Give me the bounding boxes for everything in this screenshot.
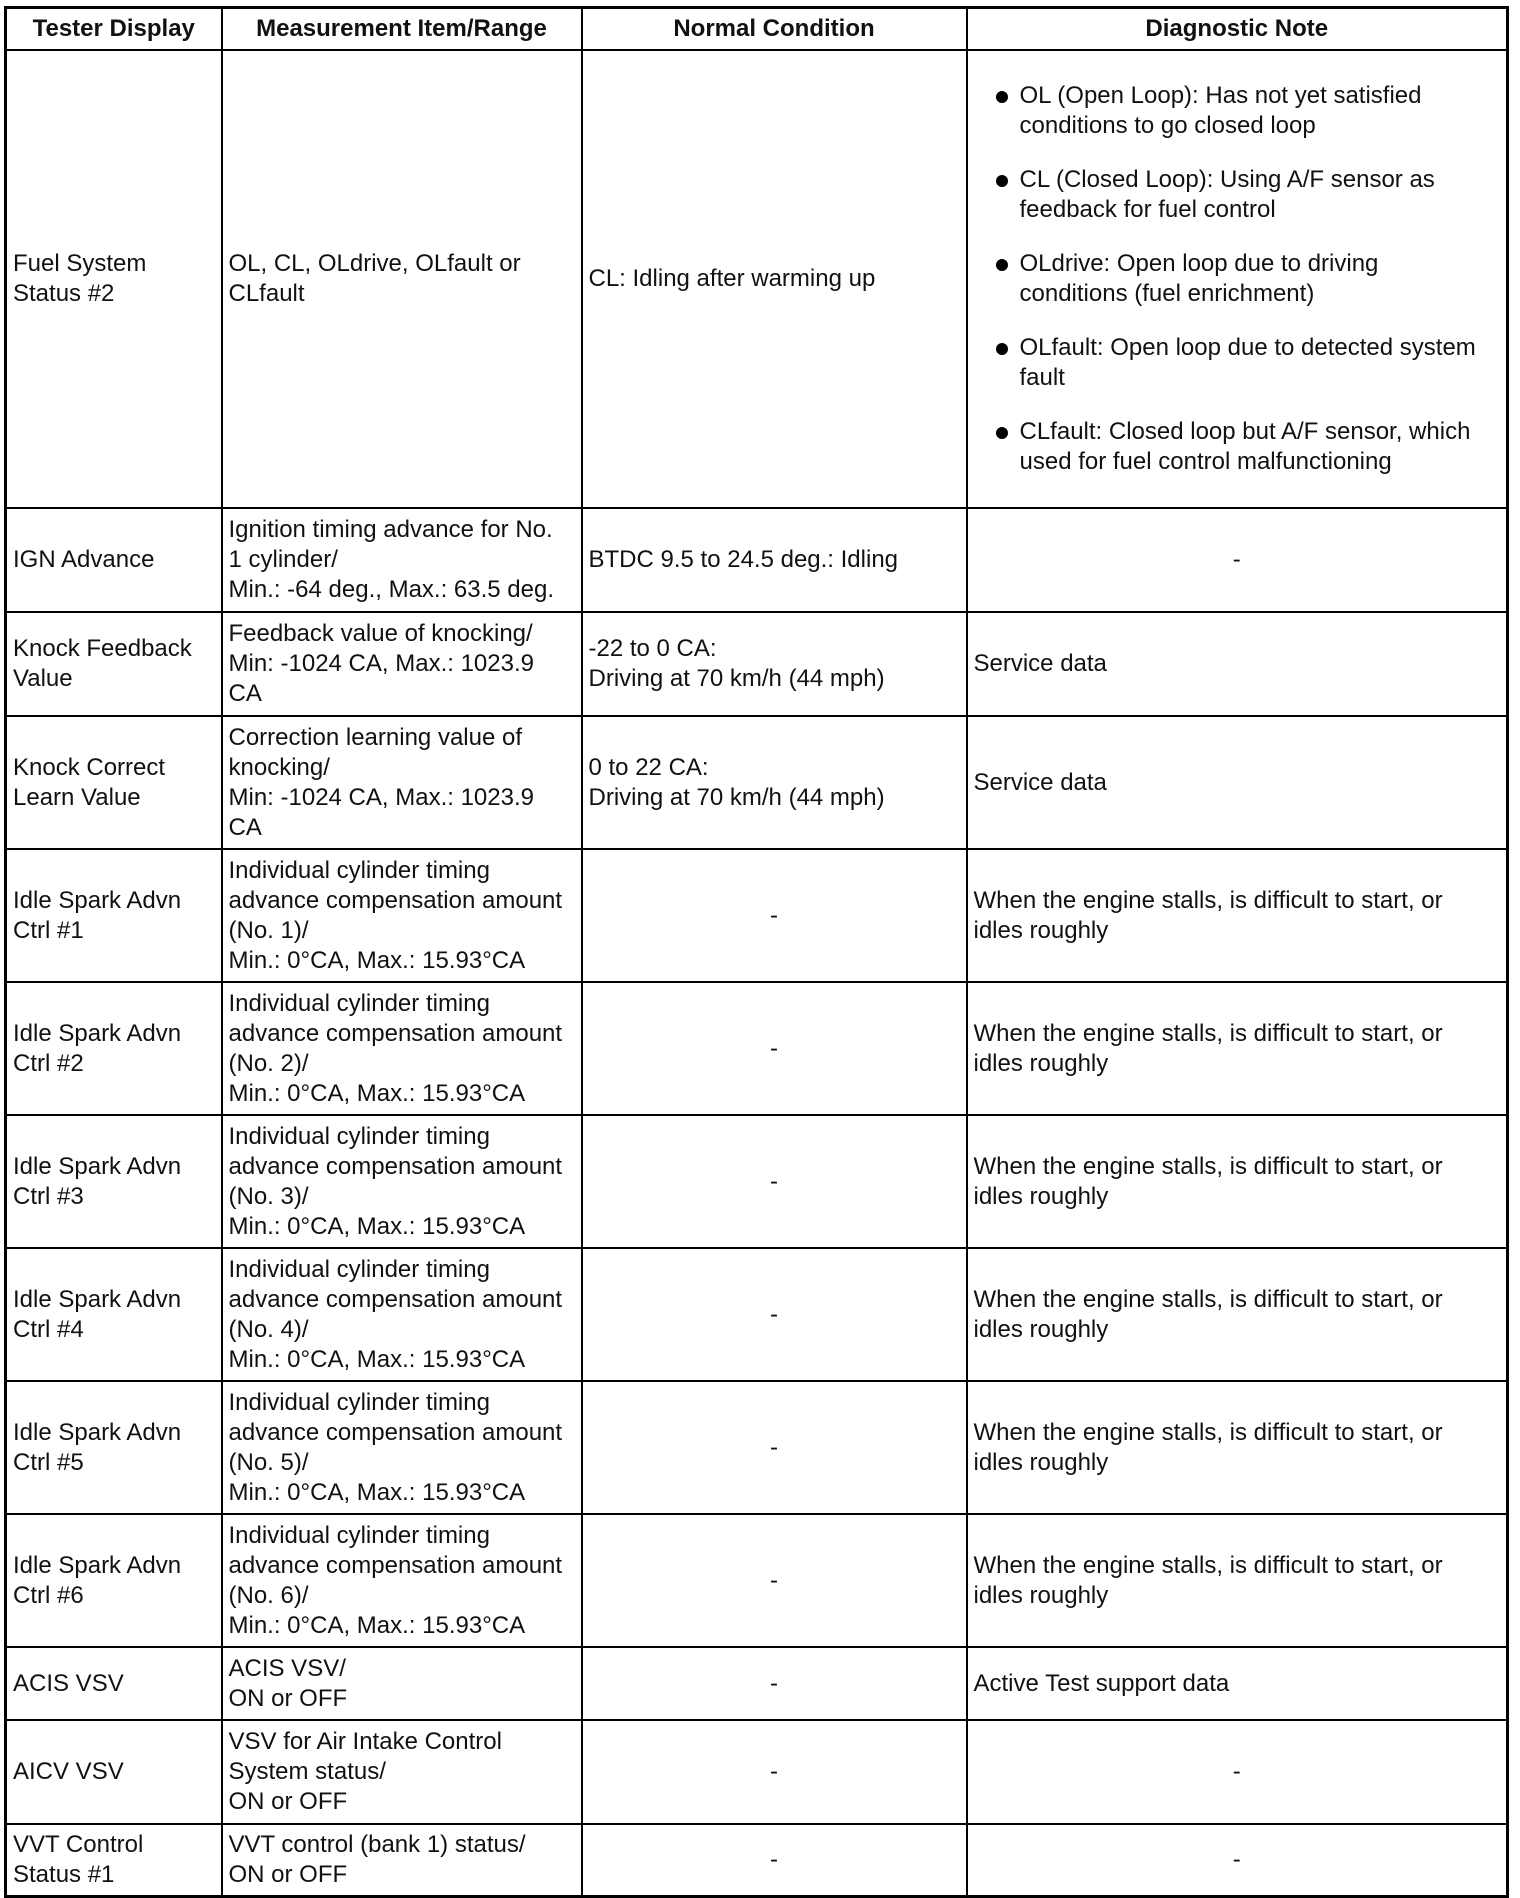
cell-text-line: Ctrl #4 [13, 1315, 84, 1343]
cell-text-line: Driving at 70 km/h (44 mph) [588, 665, 885, 692]
cell-text-line: ON or OFF [228, 1860, 348, 1888]
cell-text-line: Individual cylinder timing [228, 989, 490, 1017]
cell-text-line: ON or OFF [228, 1788, 348, 1815]
cell-diagnostic-note [967, 982, 1508, 1115]
cell-measurement-range [222, 1720, 582, 1824]
table-body [6, 50, 1508, 1896]
cell-normal-condition [582, 1514, 967, 1647]
cell-diagnostic-note [967, 716, 1508, 849]
list-item [974, 249, 1501, 309]
cell-tester-display [6, 1115, 222, 1248]
cell-text-line: Status #2 [13, 280, 115, 307]
cell-text-line: Knock Feedback [13, 635, 192, 662]
cell-text-line: 0 to 22 CA: [588, 753, 709, 781]
cell-text-line: (No. 1)/ [228, 916, 309, 944]
cell-text-line: conditions to go closed loop [1019, 112, 1316, 139]
cell-tester-display [6, 1647, 222, 1720]
cell-text-line: - [770, 1566, 778, 1594]
bullet-icon [996, 259, 1008, 271]
cell-text-line: Learn Value [13, 783, 141, 811]
cell-text-line: Ignition timing advance for No. [228, 516, 553, 543]
list-item [974, 165, 1501, 225]
cell-text-line: When the engine stalls, is difficult to start, or [973, 886, 1443, 914]
cell-tester-display [6, 1720, 222, 1824]
cell-text-line: -22 to 0 CA: [588, 635, 717, 662]
cell-text-line: - [770, 1433, 778, 1461]
cell-normal-condition [582, 508, 967, 612]
cell-diagnostic-note [967, 1514, 1508, 1647]
cell-text-line: OL, CL, OLdrive, OLfault or [228, 250, 521, 277]
cell-text-line: When the engine stalls, is difficult to start, or [973, 1285, 1443, 1313]
list-item [974, 81, 1501, 141]
cell-text-line: CL: Idling after warming up [588, 265, 876, 292]
cell-text-line: Ctrl #1 [13, 916, 84, 944]
cell-text-line: Idle Spark Advn [13, 1152, 182, 1180]
header-row [6, 8, 1508, 51]
cell-tester-display [6, 50, 222, 508]
cell-text-line: - [1232, 1845, 1241, 1873]
cell-text-line: 1 cylinder/ [228, 546, 338, 573]
cell-text-line: - [1232, 1758, 1241, 1785]
cell-diagnostic-note [967, 1381, 1508, 1514]
cell-text-line: (No. 4)/ [228, 1315, 309, 1343]
cell-tester-display [6, 1824, 222, 1896]
header-measurement-item-range: Measurement Item/Range [222, 8, 582, 51]
cell-text-line: OLfault: Open loop due to detected system [1019, 334, 1476, 361]
cell-text-line: - [770, 1669, 778, 1697]
cell-text-line: idles roughly [973, 1049, 1109, 1077]
cell-text-line: Min.: -64 deg., Max.: 63.5 deg. [228, 576, 555, 603]
cell-diagnostic-note [967, 1647, 1508, 1720]
diagnostic-note-list [974, 81, 1501, 477]
cell-text-line: Individual cylinder timing [228, 1388, 490, 1416]
cell-text-line: advance compensation amount [228, 886, 563, 914]
cell-measurement-range [222, 982, 582, 1115]
cell-text-line: idles roughly [973, 916, 1109, 944]
cell-text-line: Service data [973, 650, 1107, 677]
cell-measurement-range [222, 1381, 582, 1514]
table-row [6, 1514, 1508, 1647]
cell-text-line: Ctrl #3 [13, 1182, 84, 1210]
cell-text-line: CLfault [228, 280, 305, 307]
cell-normal-condition [582, 716, 967, 849]
cell-text-line: feedback for fuel control [1019, 196, 1276, 223]
cell-text-line: idles roughly [973, 1581, 1109, 1609]
cell-normal-condition [582, 1824, 967, 1896]
cell-measurement-range [222, 508, 582, 612]
cell-text-line: Service data [973, 768, 1107, 796]
cell-text-line: Ctrl #6 [13, 1581, 84, 1609]
cell-text-line: Correction learning value of [228, 723, 522, 751]
table-row [6, 1115, 1508, 1248]
cell-text-line: (No. 6)/ [228, 1581, 309, 1609]
cell-text-line: (No. 5)/ [228, 1448, 309, 1476]
table-row [6, 1647, 1508, 1720]
table-row [6, 612, 1508, 716]
table-row [6, 1248, 1508, 1381]
cell-text-line: Min.: 0°CA, Max.: 15.93°CA [228, 1478, 526, 1506]
cell-measurement-range [222, 716, 582, 849]
cell-text-line: Idle Spark Advn [13, 1019, 182, 1047]
cell-text-line: fault [1019, 364, 1065, 391]
cell-text-line: Ctrl #2 [13, 1049, 84, 1077]
cell-text-line: - [770, 1034, 778, 1062]
cell-text-line: CA [228, 813, 262, 841]
header-normal-condition: Normal Condition [582, 8, 967, 51]
cell-tester-display [6, 1248, 222, 1381]
cell-text-line: Active Test support data [973, 1669, 1230, 1697]
cell-text-line: Idle Spark Advn [13, 1418, 182, 1446]
cell-text-line: Individual cylinder timing [228, 856, 490, 884]
cell-text-line: VVT Control [13, 1830, 144, 1858]
cell-normal-condition [582, 612, 967, 716]
cell-diagnostic-note [967, 1720, 1508, 1824]
cell-text-line: Value [13, 665, 73, 692]
cell-diagnostic-note [967, 849, 1508, 982]
cell-text-line: conditions (fuel enrichment) [1019, 280, 1315, 307]
cell-measurement-range [222, 612, 582, 716]
cell-text-line: Individual cylinder timing [228, 1255, 490, 1283]
cell-normal-condition [582, 1381, 967, 1514]
cell-text-line: When the engine stalls, is difficult to start, or [973, 1418, 1443, 1446]
cell-text-line: advance compensation amount [228, 1551, 563, 1579]
cell-text-line: - [770, 1167, 778, 1195]
cell-tester-display [6, 716, 222, 849]
bullet-icon [996, 427, 1008, 439]
cell-text-line: advance compensation amount [228, 1418, 563, 1446]
cell-text-line: VSV for Air Intake Control [228, 1728, 502, 1755]
cell-measurement-range [222, 1824, 582, 1896]
cell-text-line: Knock Correct [13, 753, 166, 781]
cell-text-line: Min.: 0°CA, Max.: 15.93°CA [228, 1345, 526, 1373]
cell-text-line: Min: -1024 CA, Max.: 1023.9 [228, 783, 534, 811]
cell-text-line: Feedback value of knocking/ [228, 620, 533, 647]
cell-normal-condition [582, 849, 967, 982]
cell-text-line: used for fuel control malfunctioning [1019, 448, 1392, 475]
table-row [6, 849, 1508, 982]
cell-tester-display [6, 1381, 222, 1514]
cell-text-line: OLdrive: Open loop due to driving [1019, 250, 1379, 277]
cell-text-line: - [770, 1845, 778, 1873]
cell-text-line: Idle Spark Advn [13, 1285, 182, 1313]
cell-text-line: IGN Advance [13, 546, 155, 573]
cell-text-line: knocking/ [228, 753, 330, 781]
cell-text-line: advance compensation amount [228, 1285, 563, 1313]
cell-text-line: Min.: 0°CA, Max.: 15.93°CA [228, 946, 526, 974]
cell-tester-display [6, 849, 222, 982]
bullet-icon [996, 91, 1008, 103]
cell-tester-display [6, 508, 222, 612]
cell-text-line: Min.: 0°CA, Max.: 15.93°CA [228, 1611, 526, 1639]
cell-text-line: - [1232, 546, 1241, 573]
cell-text-line: Idle Spark Advn [13, 1551, 182, 1579]
cell-measurement-range [222, 1514, 582, 1647]
cell-text-line: advance compensation amount [228, 1019, 563, 1047]
cell-text-line: Min.: 0°CA, Max.: 15.93°CA [228, 1212, 526, 1240]
cell-diagnostic-note [967, 1824, 1508, 1896]
cell-text-line: idles roughly [973, 1315, 1109, 1343]
cell-text-line: When the engine stalls, is difficult to start, or [973, 1152, 1443, 1180]
cell-text-line: OL (Open Loop): Has not yet satisfied [1019, 82, 1422, 109]
cell-normal-condition [582, 1248, 967, 1381]
cell-measurement-range [222, 1115, 582, 1248]
cell-text-line: idles roughly [973, 1448, 1109, 1476]
cell-text-line: When the engine stalls, is difficult to start, or [973, 1019, 1443, 1047]
cell-tester-display [6, 1514, 222, 1647]
cell-text-line: - [770, 1300, 778, 1328]
cell-text-line: ON or OFF [228, 1684, 348, 1712]
cell-text-line: System status/ [228, 1758, 386, 1785]
cell-text-line: ACIS VSV/ [228, 1654, 346, 1682]
cell-diagnostic-note [967, 612, 1508, 716]
cell-text-line: When the engine stalls, is difficult to start, or [973, 1551, 1443, 1579]
cell-measurement-range [222, 1647, 582, 1720]
cell-text-line: idles roughly [973, 1182, 1109, 1210]
cell-normal-condition [582, 982, 967, 1115]
cell-text-line: ACIS VSV [13, 1669, 124, 1697]
table-row [6, 716, 1508, 849]
table-row [6, 1824, 1508, 1896]
cell-measurement-range [222, 849, 582, 982]
cell-text-line: advance compensation amount [228, 1152, 563, 1180]
cell-text-line: AICV VSV [13, 1758, 124, 1785]
cell-text-line: CL (Closed Loop): Using A/F sensor as [1019, 166, 1435, 193]
cell-text-line: Ctrl #5 [13, 1448, 84, 1476]
cell-tester-display [6, 982, 222, 1115]
cell-text-line: - [770, 1758, 778, 1785]
table-row [6, 982, 1508, 1115]
cell-normal-condition [582, 1115, 967, 1248]
cell-text-line: Fuel System [13, 250, 147, 277]
table-row [6, 1381, 1508, 1514]
list-item [974, 417, 1501, 477]
cell-text-line: Driving at 70 km/h (44 mph) [588, 783, 885, 811]
cell-text-line: Status #1 [13, 1860, 115, 1888]
cell-text-line: BTDC 9.5 to 24.5 deg.: Idling [588, 546, 899, 573]
table-header [6, 8, 1508, 51]
cell-tester-display [6, 612, 222, 716]
cell-diagnostic-note [967, 50, 1508, 508]
cell-diagnostic-note [967, 1115, 1508, 1248]
table-row [6, 508, 1508, 612]
header-tester-display: Tester Display [6, 8, 222, 51]
cell-text-line: Individual cylinder timing [228, 1521, 490, 1549]
cell-text-line: Individual cylinder timing [228, 1122, 490, 1150]
cell-text-line: VVT control (bank 1) status/ [228, 1830, 526, 1858]
cell-text-line: Idle Spark Advn [13, 886, 182, 914]
data-list-document [4, 6, 1506, 1888]
cell-normal-condition [582, 50, 967, 508]
bullet-icon [996, 343, 1008, 355]
cell-text-line: CLfault: Closed loop but A/F sensor, which [1019, 418, 1471, 445]
cell-text-line: (No. 3)/ [228, 1182, 309, 1210]
table-row [6, 1720, 1508, 1824]
cell-diagnostic-note [967, 508, 1508, 612]
data-list-table [4, 6, 1509, 1898]
bullet-icon [996, 175, 1008, 187]
cell-normal-condition [582, 1720, 967, 1824]
cell-normal-condition [582, 1647, 967, 1720]
cell-measurement-range [222, 50, 582, 508]
cell-text-line: Min.: 0°CA, Max.: 15.93°CA [228, 1079, 526, 1107]
header-diagnostic-note: Diagnostic Note [967, 8, 1508, 51]
cell-text-line: (No. 2)/ [228, 1049, 309, 1077]
cell-measurement-range [222, 1248, 582, 1381]
cell-text-line: Min: -1024 CA, Max.: 1023.9 [228, 650, 534, 677]
list-item [974, 333, 1501, 393]
cell-diagnostic-note [967, 1248, 1508, 1381]
cell-text-line: CA [228, 680, 262, 707]
cell-text-line: - [770, 901, 778, 929]
table-row [6, 50, 1508, 508]
